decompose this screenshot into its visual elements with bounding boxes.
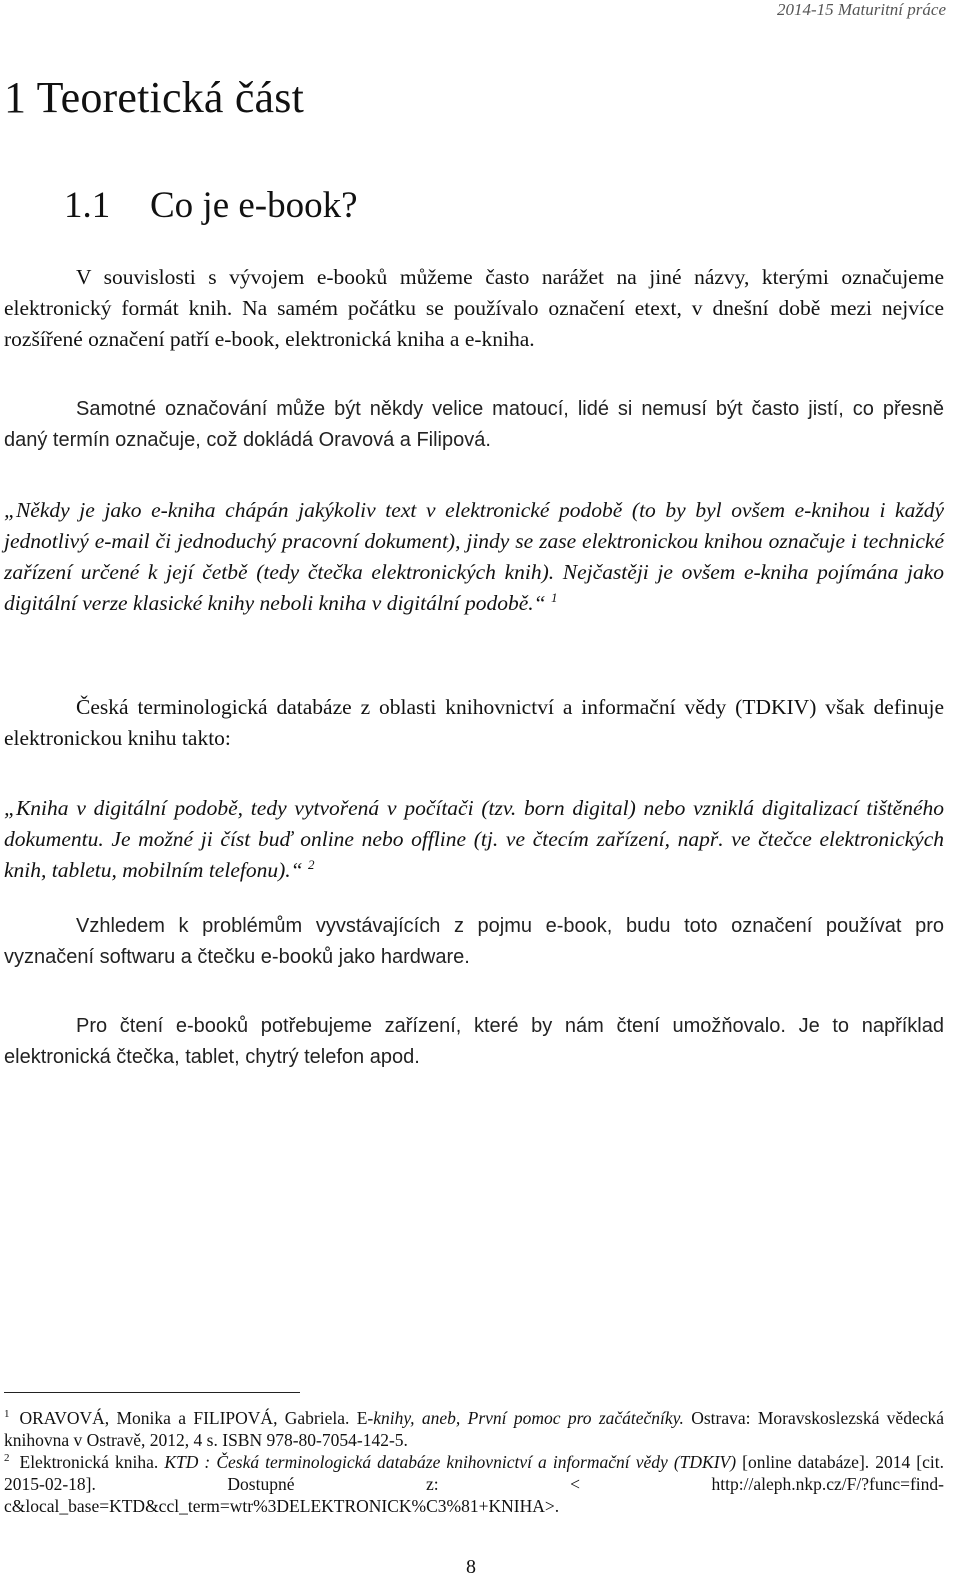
- quote-tdkiv-text: „Kniha v digitální podobě, tedy vytvořená v počítači (tzv. born digital) nebo vzniklá digitalizací tištěného dokumentu. Je možné ji číst buď online nebo offline (tj. ve čtecím zařízení, např. ve čtečce elektronických knih, tabletu, mobilním telefonu).“: [4, 796, 944, 882]
- footnote-2: [4, 1451, 944, 1517]
- quote-oravova-text: „Někdy je jako e-kniha chápán jakýkoliv text v elektronické podobě (to by byl ovšem e-knihou i každý jednotlivý e-mail či jednoduchý pracovní dokument), jindy se zase elektronickou knihou označuje i technické zařízení určené k její četbě (tedy čtečka elektronických knih). Nejčastěji je ovšem e-kniha pojímána jako digitální verze klasické knihy neboli kniha v digitální podobě.“: [4, 498, 944, 615]
- footnote-ref-2: 2: [307, 856, 315, 872]
- footnote-1-title: knihy, aneb, První pomoc pro začátečníky.: [373, 1408, 684, 1428]
- footnote-separator: [4, 1392, 300, 1393]
- footnote-1-text-a: ORAVOVÁ, Monika a FILIPOVÁ, Gabriela. E-: [19, 1408, 374, 1428]
- footnote-1: [4, 1407, 944, 1451]
- chapter-heading: 1 Teoretická část: [4, 73, 305, 122]
- footnote-2-text-b: [online databáze]. 2014 [cit. 2015-02-18]. Dostupné z: < http://aleph.nkp.cz/F/?func=find-c&local_base=KTD&ccl_term=wtr%3DELEKTRONICK%C3%81+KNIHA>.: [4, 1452, 944, 1516]
- section-title: Co je e-book?: [150, 185, 358, 226]
- section-number: 1.1: [64, 185, 111, 226]
- paragraph-devices: Pro čtení e-booků potřebujeme zařízení, které by nám čtení umožňovalo. Je to například elektronická čtečka, tablet, chytrý telefon apod.: [4, 1015, 944, 1068]
- paragraph-intro: V souvislosti s vývojem e-booků můžeme často narážet na jiné názvy, kterými označujeme elektronický formát knih. Na samém počátku se používalo označení etext, v dnešní době mezi nejvíce rozšířené označení patří e-book, elektronická kniha a e-kniha.: [4, 265, 944, 351]
- quote-tdkiv: [4, 793, 944, 886]
- footnote-2-text-a: Elektronická kniha.: [19, 1452, 165, 1472]
- footnote-1-mark: 1: [4, 1408, 10, 1421]
- footnote-2-title: KTD : Česká terminologická databáze knihovnictví a informační vědy (TDKIV): [164, 1452, 737, 1472]
- paragraph-usage: Vzhledem k problémům vyvstávajících z pojmu e-book, budu toto označení používat pro vyznačení softwaru a čtečku e-booků jako hardware.: [4, 915, 944, 968]
- running-header: 2014-15 Maturitní práce: [776, 0, 946, 19]
- footnote-1-text-b: Ostrava: Moravskoslezská vědecká knihovna v Ostravě, 2012, 4 s. ISBN 978-80-7054-142-5.: [4, 1408, 944, 1450]
- quote-oravova: [4, 495, 944, 619]
- footnote-ref-1: 1: [550, 589, 558, 605]
- section-heading: [64, 184, 358, 227]
- page-number: 8: [466, 1556, 476, 1578]
- paragraph-confusion: Samotné označování může být někdy velice matoucí, lidé si nemusí být často jistí, co přesně daný termín označuje, což dokládá Oravová a Filipová.: [4, 398, 944, 451]
- paragraph-tdkiv: Česká terminologická databáze z oblasti knihovnictví a informační vědy (TDKIV) však definuje elektronickou knihu takto:: [4, 695, 944, 750]
- footnote-2-mark: 2: [4, 1452, 10, 1465]
